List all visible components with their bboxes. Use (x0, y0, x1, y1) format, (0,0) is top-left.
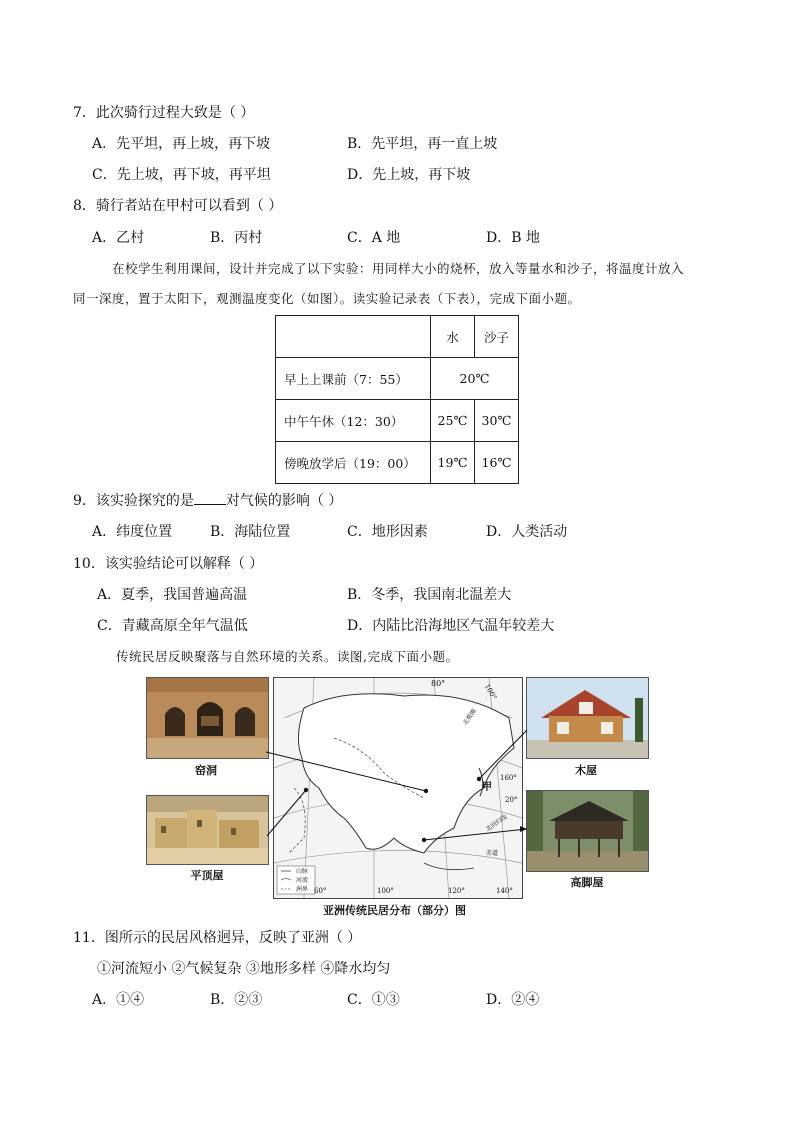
question-7-option-a[interactable]: A．先平坦，再上坡，再下坡 (92, 136, 271, 152)
flat-roof-house-caption: 平顶屋 (190, 869, 224, 882)
question-9-option-b[interactable]: B．海陆位置 (210, 524, 291, 540)
map-label-lon140: 140° (496, 887, 513, 895)
table-row-label: 中午午休（12：30） (276, 400, 431, 442)
question-10-option-d[interactable]: D．内陆比沿海地区气温年较差大 (347, 618, 555, 634)
question-7-option-b[interactable]: B．先平坦，再一直上坡 (347, 136, 498, 152)
table-cell-water: 25℃ (431, 400, 475, 442)
map-label-lon120: 120° (448, 887, 465, 895)
table-cell-sand: 16℃ (475, 442, 519, 484)
table-header-sand: 沙子 (475, 316, 519, 358)
map-label-lat20: 20° (505, 796, 518, 804)
question-7-stem: 7．此次骑行过程大致是（ ） (73, 105, 255, 121)
passage-experiment-line-1: 在校学生利用课间，设计并完成了以下实验：用同样大小的烧杯，放入等量水和沙子，将温度计放入 (112, 261, 685, 276)
question-11-option-b[interactable]: B．②③ (210, 992, 263, 1008)
table-cell-merged: 20℃ (431, 358, 519, 400)
question-10-option-a[interactable]: A．夏季，我国普遍高温 (97, 587, 248, 603)
question-10-option-c[interactable]: C．青藏高原全年气温低 (97, 618, 248, 634)
question-8-option-a[interactable]: A．乙村 (92, 230, 145, 246)
stilt-house-caption: 高脚屋 (570, 876, 604, 889)
table-row-label: 傍晚放学后（19：00） (276, 442, 431, 484)
table-row-label: 早上上课前（7：55） (276, 358, 431, 400)
map-label-lon100: 100° (377, 887, 394, 895)
question-8-option-d[interactable]: D．B 地 (486, 230, 540, 246)
question-8-option-b[interactable]: B．丙村 (210, 230, 263, 246)
table-cell-water: 19℃ (431, 442, 475, 484)
question-11-statements: ①河流短小 ②气候复杂 ③地形多样 ④降水均匀 (97, 961, 391, 977)
question-8-stem: 8．骑行者站在甲村可以看到（ ） (73, 198, 283, 214)
map-label-lon100-top: 100° (482, 682, 499, 702)
question-9-option-c[interactable]: C．地形因素 (347, 524, 428, 540)
legend-rivers: 河流 (296, 877, 309, 884)
legend-mountains: 山脉 (296, 868, 309, 875)
question-11-option-d[interactable]: D．②④ (486, 992, 540, 1008)
question-10-option-b[interactable]: B．冬季，我国南北温差大 (347, 587, 512, 603)
question-9-stem-end: 对气候的影响（ ） (225, 493, 343, 509)
legend-continent-boundary: 洲界 (296, 886, 309, 893)
map-label-jia: 甲 (482, 782, 492, 793)
question-11-stem: 11．图所示的民居风格迥异，反映了亚洲（ ） (73, 930, 362, 946)
map-label-tropic: 北回归线 (484, 813, 509, 834)
map-label-equator: 赤道 (486, 850, 499, 857)
map-label-arctic: 北极圈 (461, 707, 478, 727)
question-7-option-d[interactable]: D．先上坡，再下坡 (347, 167, 471, 183)
question-8-option-c[interactable]: C．A 地 (347, 230, 401, 246)
map-label-lon60: 60° (314, 887, 327, 895)
question-11-option-a[interactable]: A．①④ (92, 992, 145, 1008)
question-11-option-c[interactable]: C．①③ (347, 992, 400, 1008)
passage-experiment-line-2: 同一深度，置于太阳下，观测温度变化（如图）。读实验记录表（下表），完成下面小题。 (73, 291, 581, 306)
question-7-option-c[interactable]: C．先上坡，再下坡，再平坦 (92, 167, 271, 183)
figure-caption: 亚洲传统民居分布（部分）图 (323, 904, 466, 917)
map-label-lon80: 80° (431, 679, 446, 688)
question-9-option-a[interactable]: A．纬度位置 (92, 524, 173, 540)
wooden-house-caption: 木屋 (575, 764, 597, 777)
table-header-water: 水 (431, 316, 475, 358)
map-label-lat160: 160° (500, 774, 517, 782)
table-cell-sand: 30℃ (475, 400, 519, 442)
question-9-stem-start: 9．该实验探究的是 (73, 493, 194, 509)
cave-dwelling-caption: 窑洞 (195, 764, 217, 777)
question-9-option-d[interactable]: D．人类活动 (486, 524, 568, 540)
question-10-stem: 10．该实验结论可以解释（ ） (73, 556, 264, 572)
passage-dwellings: 传统民居反映聚落与自然环境的关系。读图,完成下面小题。 (116, 649, 459, 664)
